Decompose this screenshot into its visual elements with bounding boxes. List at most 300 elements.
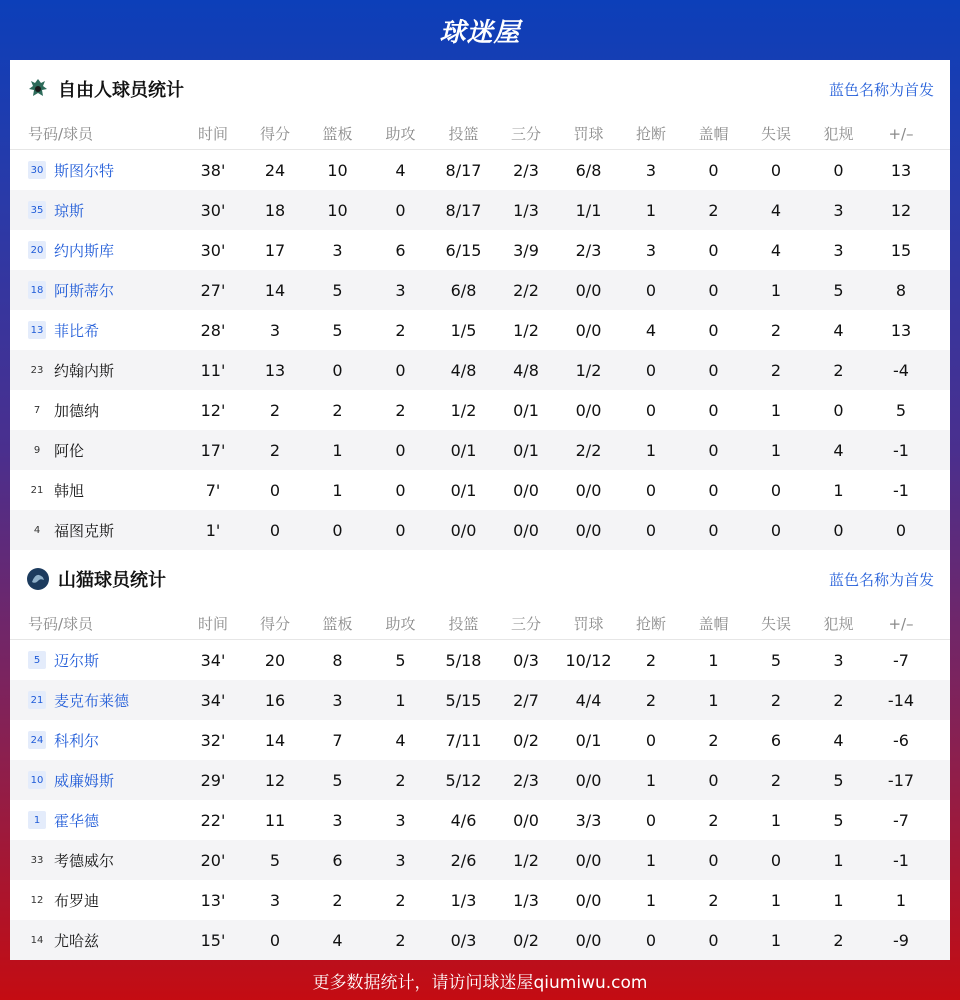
stat-free-throws: 0/0: [575, 770, 602, 790]
stat-turnovers: 1: [770, 890, 782, 910]
stat-steals: 1: [645, 770, 657, 790]
stat-points: 2: [269, 400, 281, 420]
stat-plus-minus: -4: [893, 360, 909, 380]
stat-plus-minus: 8: [895, 280, 907, 300]
column-header-player: 号码/球员: [28, 125, 94, 143]
stat-turnovers: 0: [770, 480, 782, 500]
stat-blocks: 0: [708, 520, 719, 540]
stat-field-goals: 2/6: [450, 850, 477, 870]
stat-field-goals: 5/18: [445, 650, 482, 670]
team-title: 自由人球员统计: [58, 80, 184, 101]
stat-fouls: 1: [833, 850, 844, 870]
player-cell: [10, 810, 182, 831]
stat-fouls: 4: [833, 440, 844, 460]
stat-points: 13: [264, 360, 286, 380]
stat-blocks: 2: [708, 730, 719, 750]
jersey-number: 5: [28, 651, 46, 669]
stat-blocks: 0: [708, 320, 719, 340]
stat-turnovers: 1: [770, 280, 782, 300]
stat-rebounds: 0: [332, 360, 343, 380]
stat-fouls: 3: [833, 650, 844, 670]
player-name[interactable]: 迈尔斯: [54, 651, 100, 670]
stat-three-pointers: 2/2: [513, 280, 539, 300]
jersey-number: 14: [30, 934, 44, 946]
stat-blocks: 0: [708, 160, 719, 180]
player-cell: [10, 890, 182, 911]
stat-plus-minus: 5: [895, 400, 907, 420]
column-header-assists: 助攻: [385, 615, 416, 633]
stat-plus-minus: -9: [893, 930, 909, 950]
column-header-points: 得分: [259, 125, 290, 143]
stat-field-goals: 0/1: [450, 440, 477, 460]
stat-blocks: 1: [708, 650, 719, 670]
stat-assists: 3: [395, 810, 406, 830]
stat-field-goals: 5/15: [445, 690, 482, 710]
stat-free-throws: 1/1: [575, 200, 602, 220]
stats-panel: [10, 60, 950, 960]
column-header-rebounds: 篮板: [322, 125, 353, 143]
column-header-three-pointers: 三分: [510, 615, 541, 633]
stat-fouls: 3: [833, 200, 844, 220]
player-name[interactable]: 威廉姆斯: [54, 771, 115, 790]
stat-turnovers: 4: [770, 240, 782, 260]
stat-blocks: 0: [708, 440, 719, 460]
column-header-steals: 抢断: [635, 125, 666, 143]
stat-steals: 1: [645, 200, 657, 220]
stat-turnovers: 6: [770, 730, 782, 750]
liberty-logo-icon: [26, 77, 50, 101]
player-cell: [10, 280, 182, 301]
stat-three-pointers: 2/3: [513, 160, 539, 180]
stat-plus-minus: -17: [887, 770, 915, 790]
stat-free-throws: 0/0: [575, 930, 602, 950]
stat-steals: 4: [645, 320, 657, 340]
stat-turnovers: 1: [770, 400, 782, 420]
player-row[interactable]: [10, 880, 950, 920]
stat-free-throws: 0/0: [575, 890, 602, 910]
stat-minutes: 28': [200, 320, 226, 340]
column-header-three-pointers: 三分: [510, 125, 541, 143]
stat-turnovers: 1: [770, 930, 782, 950]
stat-rebounds: 10: [327, 200, 348, 220]
stat-rebounds: 10: [327, 160, 348, 180]
stat-fouls: 5: [833, 280, 844, 300]
column-header-plus-minus: +/–: [888, 124, 914, 143]
starter-legend: 蓝色名称为首发: [828, 80, 934, 99]
stat-three-pointers: 0/0: [513, 480, 539, 500]
stat-blocks: 0: [708, 850, 719, 870]
stat-fouls: 2: [833, 360, 844, 380]
player-name[interactable]: 福图克斯: [54, 521, 115, 540]
stat-minutes: 20': [200, 850, 226, 870]
stat-three-pointers: 0/2: [513, 930, 539, 950]
stat-plus-minus: -14: [887, 690, 915, 710]
stat-free-throws: 3/3: [575, 810, 602, 830]
stat-fouls: 5: [833, 810, 844, 830]
stat-turnovers: 0: [770, 850, 782, 870]
stat-free-throws: 6/8: [575, 160, 602, 180]
column-header-minutes: 时间: [197, 615, 228, 633]
stat-three-pointers: 1/3: [513, 890, 539, 910]
stat-steals: 3: [645, 240, 657, 260]
player-name[interactable]: 菲比希: [54, 321, 100, 340]
player-cell: [10, 440, 182, 461]
stat-points: 0: [269, 480, 281, 500]
stat-turnovers: 4: [770, 200, 782, 220]
player-row[interactable]: [10, 680, 950, 720]
stat-minutes: 17': [200, 440, 226, 460]
column-header-minutes: 时间: [197, 125, 228, 143]
stat-three-pointers: 0/1: [513, 400, 539, 420]
player-name[interactable]: 麦克布莱德: [54, 691, 130, 710]
team-title-group: [26, 566, 166, 592]
stat-assists: 3: [395, 280, 406, 300]
player-cell: [10, 850, 182, 871]
stat-plus-minus: 1: [895, 890, 907, 910]
stat-minutes: 32': [200, 730, 226, 750]
player-name[interactable]: 约内斯库: [54, 241, 115, 260]
stat-blocks: 1: [708, 690, 719, 710]
stat-points: 16: [264, 690, 286, 710]
stat-minutes: 13': [200, 890, 226, 910]
site-logo: 球迷屋: [439, 17, 521, 48]
stat-assists: 5: [395, 650, 406, 670]
stat-rebounds: 3: [332, 810, 343, 830]
stat-rebounds: 2: [332, 400, 343, 420]
stat-minutes: 30': [200, 240, 226, 260]
jersey-number: 30: [28, 161, 46, 179]
jersey-number: 35: [28, 201, 46, 219]
column-header-player: 号码/球员: [28, 615, 94, 633]
player-cell: [10, 520, 182, 541]
stat-points: 11: [264, 810, 286, 830]
player-name[interactable]: 霍华德: [54, 811, 100, 830]
stat-assists: 0: [395, 200, 406, 220]
stat-assists: 2: [395, 770, 406, 790]
player-cell: [10, 480, 182, 501]
column-header-field-goals: 投篮: [448, 125, 479, 143]
team-title: 山猫球员统计: [58, 570, 166, 591]
stat-minutes: 15': [200, 930, 226, 950]
stat-three-pointers: 2/7: [513, 690, 539, 710]
stat-field-goals: 4/8: [450, 360, 477, 380]
stat-points: 3: [269, 320, 281, 340]
jersey-number: 33: [30, 854, 44, 866]
stat-free-throws: 0/0: [575, 480, 602, 500]
player-cell: [10, 650, 182, 671]
player-row[interactable]: [10, 920, 950, 960]
team-title-group: [26, 76, 184, 102]
stat-turnovers: 2: [770, 770, 782, 790]
stat-rebounds: 2: [332, 890, 343, 910]
stat-turnovers: 2: [770, 320, 782, 340]
stat-rebounds: 5: [332, 280, 343, 300]
column-header-free-throws: 罚球: [573, 615, 604, 633]
stat-blocks: 2: [708, 890, 719, 910]
stat-plus-minus: -6: [893, 730, 909, 750]
stat-blocks: 0: [708, 400, 719, 420]
stat-plus-minus: 12: [890, 200, 912, 220]
stat-minutes: 38': [200, 160, 226, 180]
stat-assists: 0: [395, 480, 406, 500]
stat-three-pointers: 3/9: [513, 240, 539, 260]
jersey-number: 12: [30, 894, 44, 906]
stat-points: 5: [269, 850, 281, 870]
starter-legend: 蓝色名称为首发: [828, 570, 934, 589]
player-row[interactable]: [10, 510, 950, 550]
stat-field-goals: 4/6: [450, 810, 477, 830]
stat-blocks: 0: [708, 770, 719, 790]
player-name[interactable]: 考德威尔: [54, 851, 115, 870]
stat-steals: 2: [645, 650, 657, 670]
player-row[interactable]: [10, 230, 950, 270]
player-row[interactable]: [10, 800, 950, 840]
stats-table: [10, 608, 950, 960]
stat-steals: 0: [645, 520, 657, 540]
stat-rebounds: 5: [332, 320, 343, 340]
stat-plus-minus: 0: [895, 520, 907, 540]
player-name[interactable]: 布罗迪: [54, 891, 100, 910]
stat-field-goals: 1/2: [450, 400, 477, 420]
stat-three-pointers: 1/2: [513, 850, 539, 870]
stat-points: 24: [264, 160, 286, 180]
stat-field-goals: 8/17: [445, 200, 482, 220]
player-cell: [10, 160, 182, 181]
stat-free-throws: 10/12: [565, 650, 612, 670]
stat-rebounds: 3: [332, 690, 343, 710]
stat-rebounds: 7: [332, 730, 343, 750]
stat-plus-minus: 13: [890, 320, 912, 340]
jersey-number: 23: [30, 364, 44, 376]
stat-steals: 1: [645, 440, 657, 460]
stat-rebounds: 8: [332, 650, 343, 670]
player-name[interactable]: 韩旭: [54, 481, 85, 500]
stat-plus-minus: -1: [893, 480, 909, 500]
column-header-turnovers: 失误: [760, 125, 791, 143]
stat-assists: 4: [395, 160, 406, 180]
stat-points: 14: [264, 280, 286, 300]
stat-minutes: 11': [200, 360, 226, 380]
player-cell: [10, 930, 182, 951]
player-name[interactable]: 斯图尔特: [54, 161, 115, 180]
stat-turnovers: 2: [770, 360, 782, 380]
stat-steals: 0: [645, 280, 657, 300]
player-row[interactable]: [10, 760, 950, 800]
column-header-rebounds: 篮板: [322, 615, 353, 633]
jersey-number: 20: [28, 241, 46, 259]
stat-turnovers: 0: [770, 160, 782, 180]
stat-free-throws: 1/2: [575, 360, 602, 380]
jersey-number: 24: [28, 731, 46, 749]
stat-field-goals: 1/5: [450, 320, 477, 340]
stat-three-pointers: 4/8: [513, 360, 539, 380]
player-row[interactable]: [10, 310, 950, 350]
stat-field-goals: 0/3: [450, 930, 477, 950]
stat-points: 18: [264, 200, 286, 220]
stat-points: 2: [269, 440, 281, 460]
stat-three-pointers: 0/0: [513, 520, 539, 540]
stat-field-goals: 6/15: [445, 240, 482, 260]
jersey-number: 7: [33, 404, 41, 416]
player-name[interactable]: 阿斯蒂尔: [54, 281, 115, 300]
stat-steals: 0: [645, 400, 657, 420]
player-name[interactable]: 科利尔: [54, 731, 100, 750]
stat-blocks: 0: [708, 930, 719, 950]
stat-turnovers: 1: [770, 440, 782, 460]
player-name[interactable]: 约翰内斯: [54, 361, 115, 380]
stat-three-pointers: 1/2: [513, 320, 539, 340]
player-cell: [10, 200, 182, 221]
player-name[interactable]: 阿伦: [54, 441, 85, 460]
stat-field-goals: 5/12: [445, 770, 482, 790]
player-cell: [10, 690, 182, 711]
jersey-number: 18: [28, 281, 46, 299]
column-header-assists: 助攻: [385, 125, 416, 143]
stat-blocks: 0: [708, 280, 719, 300]
lynx-logo-icon: [26, 567, 50, 591]
stat-three-pointers: 0/0: [513, 810, 539, 830]
column-header-fouls: 犯规: [823, 615, 854, 633]
stat-three-pointers: 0/3: [513, 650, 539, 670]
stat-turnovers: 0: [770, 520, 782, 540]
stat-blocks: 2: [708, 200, 719, 220]
stat-assists: 1: [395, 690, 406, 710]
stat-steals: 1: [645, 850, 657, 870]
stat-plus-minus: 13: [890, 160, 912, 180]
stat-plus-minus: 15: [890, 240, 912, 260]
stat-minutes: 22': [200, 810, 226, 830]
stat-three-pointers: 1/3: [513, 200, 539, 220]
stat-points: 12: [264, 770, 286, 790]
stats-table: [10, 118, 950, 550]
stat-rebounds: 6: [332, 850, 343, 870]
stat-steals: 0: [645, 730, 657, 750]
player-row[interactable]: [10, 470, 950, 510]
player-name[interactable]: 尤哈兹: [54, 931, 100, 950]
stat-rebounds: 1: [332, 440, 343, 460]
jersey-number: 21: [28, 691, 46, 709]
stat-assists: 2: [395, 320, 406, 340]
stat-rebounds: 5: [332, 770, 343, 790]
player-row[interactable]: [10, 390, 950, 430]
team-section-lynx: [10, 550, 950, 960]
player-row[interactable]: [10, 720, 950, 760]
stat-points: 3: [269, 890, 281, 910]
stat-field-goals: 6/8: [450, 280, 477, 300]
stat-minutes: 7': [205, 480, 221, 500]
stat-fouls: 0: [833, 160, 844, 180]
stat-turnovers: 5: [770, 650, 782, 670]
stat-free-throws: 0/0: [575, 400, 602, 420]
stat-steals: 0: [645, 480, 657, 500]
stat-minutes: 30': [200, 200, 226, 220]
stat-three-pointers: 0/1: [513, 440, 539, 460]
player-row[interactable]: [10, 270, 950, 310]
player-name[interactable]: 加德纳: [54, 401, 100, 420]
player-row[interactable]: [10, 640, 950, 680]
stat-free-throws: 4/4: [575, 690, 602, 710]
table-header-row: [10, 118, 950, 150]
stat-free-throws: 0/0: [575, 520, 602, 540]
player-row[interactable]: [10, 840, 950, 880]
jersey-number: 1: [28, 811, 46, 829]
player-row[interactable]: [10, 350, 950, 390]
stat-fouls: 5: [833, 770, 844, 790]
player-row[interactable]: [10, 430, 950, 470]
stat-fouls: 0: [833, 400, 844, 420]
player-cell: [10, 320, 182, 341]
stat-minutes: 34': [200, 650, 226, 670]
stat-points: 0: [269, 520, 281, 540]
jersey-number: 4: [33, 524, 41, 536]
column-header-fouls: 犯规: [823, 125, 854, 143]
stat-fouls: 4: [833, 320, 844, 340]
stat-minutes: 27': [200, 280, 226, 300]
stat-field-goals: 8/17: [445, 160, 482, 180]
stat-fouls: 1: [833, 890, 844, 910]
column-header-points: 得分: [259, 615, 290, 633]
player-name[interactable]: 琼斯: [54, 201, 85, 220]
stat-rebounds: 0: [332, 520, 343, 540]
player-row[interactable]: [10, 150, 950, 190]
stat-assists: 0: [395, 520, 406, 540]
stat-plus-minus: -7: [893, 810, 909, 830]
stat-free-throws: 0/1: [575, 730, 602, 750]
jersey-number: 13: [28, 321, 46, 339]
stat-fouls: 2: [833, 690, 844, 710]
player-cell: [10, 730, 182, 751]
stat-steals: 0: [645, 810, 657, 830]
stat-assists: 3: [395, 850, 406, 870]
stat-steals: 0: [645, 930, 657, 950]
stat-turnovers: 2: [770, 690, 782, 710]
column-header-blocks: 盖帽: [698, 615, 729, 633]
stat-assists: 0: [395, 360, 406, 380]
team-section-liberty: [10, 60, 950, 550]
stat-steals: 0: [645, 360, 657, 380]
stat-plus-minus: -7: [893, 650, 909, 670]
stat-steals: 3: [645, 160, 657, 180]
column-header-turnovers: 失误: [760, 615, 791, 633]
stat-assists: 4: [395, 730, 406, 750]
team-header: [10, 60, 950, 118]
stat-assists: 0: [395, 440, 406, 460]
column-header-blocks: 盖帽: [698, 125, 729, 143]
jersey-number: 9: [33, 444, 41, 456]
stat-fouls: 1: [833, 480, 844, 500]
stat-fouls: 4: [833, 730, 844, 750]
stat-fouls: 2: [833, 930, 844, 950]
team-header: [10, 550, 950, 608]
footer-banner: 更多数据统计，请访问球迷屋qiumiwu.com: [312, 972, 648, 993]
stat-blocks: 2: [708, 810, 719, 830]
jersey-number: 21: [30, 484, 44, 496]
stat-blocks: 0: [708, 480, 719, 500]
stat-blocks: 0: [708, 360, 719, 380]
stat-field-goals: 0/1: [450, 480, 477, 500]
stat-three-pointers: 2/3: [513, 770, 539, 790]
stat-field-goals: 7/11: [445, 730, 482, 750]
stat-plus-minus: -1: [893, 440, 909, 460]
player-cell: [10, 770, 182, 791]
stat-rebounds: 1: [332, 480, 343, 500]
stat-points: 14: [264, 730, 286, 750]
player-row[interactable]: [10, 190, 950, 230]
stat-points: 20: [264, 650, 286, 670]
stat-steals: 1: [645, 890, 657, 910]
stat-plus-minus: -1: [893, 850, 909, 870]
stat-fouls: 3: [833, 240, 844, 260]
